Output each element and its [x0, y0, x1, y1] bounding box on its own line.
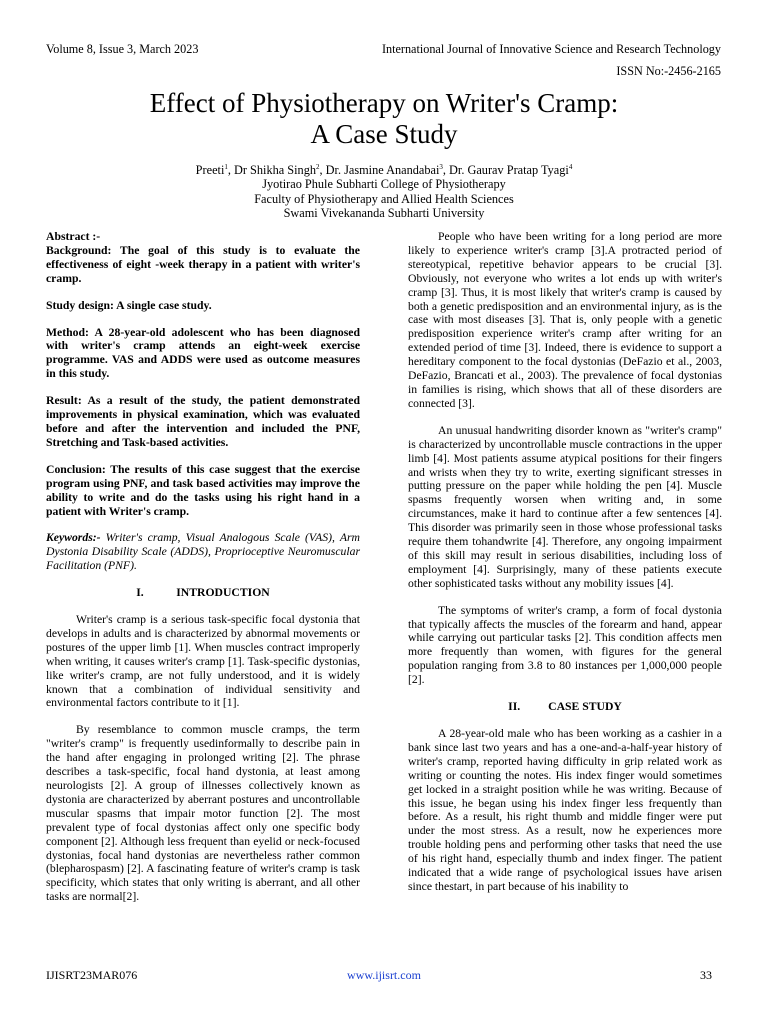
author-4-sup: 4 [568, 163, 573, 171]
intro-paragraph-1: Writer's cramp is a serious task-specific focal dystonia that develops in adults and is characterized by abnormal movements or postures of the upper limb [1]. When muscles contract improperly when writing, it causes writer's cramp [1]. Task-specific dystonias, like writer's cramp, are not fully understood, and it is widely known that a combination of individual sensitivity and environmental factors contribute to it [1]. [46, 613, 360, 710]
paper-title [0, 88, 768, 150]
affiliation-1: Jyotirao Phule Subharti College of Physiotherapy [262, 177, 506, 192]
author-4: , Dr. Gaurav Pratap Tyagi [442, 163, 569, 177]
affiliation-2: Faculty of Physiotherapy and Allied Health Sciences [254, 191, 514, 206]
volume-info: Volume 8, Issue 3, March 2023 [46, 42, 199, 56]
abstract-method: Method: A 28-year-old adolescent who has been diagnosed with writer's cramp attends an eight-week exercise programme. VAS and ADDS were used as outcome measures in this study. [46, 325, 360, 381]
author-3-sup: 3 [439, 163, 443, 171]
right-column [408, 230, 722, 907]
section-number: II. [508, 700, 521, 714]
keywords-label: Keywords:- [46, 531, 101, 545]
author-list [0, 163, 768, 177]
author-1: Preeti [195, 163, 225, 177]
abstract-result: Result: As a result of the study, the patient demonstrated improvements in physical examination, which was evaluated before and after the intervention and included the PNF, Stretching and Task-based activities. [46, 394, 360, 449]
title-line-2: A Case Study [310, 119, 458, 149]
abstract-background: Background: The goal of this study is to evaluate the effectiveness of eight -week therapy in a patient with writer's cramp. [46, 243, 360, 285]
section-introduction-heading [46, 586, 360, 600]
right-paragraph-1: People who have been writing for a long period are more likely to experience writer's cramp [3].A protracted period of stereotypical, repetitive behavior appears to be crucial [3]. Obviously, not everyone who writes a lot ends up with writer's cramp [3]. Thus, it is most likely that writer's cramp is caused by both a genetic predisposition and an environmental injury, as is the case with most diseases [3]. That is, only people with a genetic predisposition experience writer's cramp after writing for an extended period of time [3]. Indeed, there is evidence to support a hereditary component to the focal dystonias (DeFazio et al., 2003, DeFazio, Brancati et al., 2003). The prevalence of focal dystonias in families is rising, which shows that all of these disorders are connected [3]. [408, 230, 722, 410]
title-line-1: Effect of Physiotherapy on Writer's Cramp: [149, 88, 619, 118]
right-paragraph-3: The symptoms of writer's cramp, a form of focal dystonia that typically affects the muscles of the forearm and hand, appear while carrying out particular tasks [2]. This condition affects men more frequently than women, with figures for the general population ranging from 3.8 to 80 instances per 1,000,000 people [2]. [408, 603, 722, 687]
section-title: INTRODUCTION [176, 586, 270, 600]
footer-website-link[interactable]: www.ijisrt.com [347, 968, 421, 982]
keywords [46, 531, 360, 573]
footer-paper-id: IJISRT23MAR076 [46, 968, 138, 982]
authors-block [0, 163, 768, 221]
abstract-conclusion: Conclusion: The results of this case suggest that the exercise program using PNF, and task based activities may improve the ability to write and do the tasks using his right hand in a patient with Writer's cramp. [46, 462, 360, 518]
author-3: , Dr. Jasmine Anandabai [319, 163, 440, 177]
author-1-sup: 1 [224, 163, 228, 171]
case-paragraph-1: A 28-year-old male who has been working as a cashier in a bank since last two years and has a one-and-a-half-year history of writer's cramp, reported having difficulty in grip related work as writing or counting the notes. His index finger would sometimes get locked in a straight position while he was writing. Because of this issue, he began using his index finger less frequently than before. As a result, his right thumb and middle finger were put under the most stress. As a result, now he experiences more trouble holding pens and performing other tasks that need the use of his right hand, especially thumb and index finger. The patient indicated that a wide range of psychological issues have arisen since thestart, in part because of his inability to [408, 727, 722, 893]
left-column [46, 230, 360, 917]
author-2: , Dr Shikha Singh [227, 163, 316, 177]
section-case-study-heading [408, 700, 722, 714]
author-2-sup: 2 [316, 163, 320, 171]
footer-page-number: 33 [700, 968, 712, 982]
abstract-heading: Abstract :- [46, 230, 101, 243]
section-number: I. [136, 586, 144, 600]
keywords-text: Writer's cramp, Visual Analogous Scale (VAS), Arm Dystonia Disability Scale (ADDS), Proprioceptive Neuromuscular Facilitation (PNF). [46, 531, 360, 573]
intro-paragraph-2: By resemblance to common muscle cramps, the term "writer's cramp" is frequently usedinformally to describe pain in the hand after engaging in prolonged writing [2]. The phrase describes a task-specific, focal hand dystonia, at least among neurologists [2]. A group of illnesses collectively known as dystonia are characterized by aberrant postures and uncontrollable muscular spasms that impair motor function [2]. The most prevalent type of focal dystonias affect only one specific body component [2]. Although less frequent than eyelid or neck-focused dystonias, focal hand dystonias are nevertheless rather common (blepharospasm) [2]. A fascinating feature of writer's cramp is task specificity, which states that only writing is aberrant, and all other tasks are normal[2]. [46, 723, 360, 904]
issn: ISSN No:-2456-2165 [616, 64, 721, 78]
right-paragraph-2: An unusual handwriting disorder known as "writer's cramp" is characterized by uncontrollable muscle contractions in the upper limb [4]. Most patients assume atypical positions for their fingers and wrists when they try to write, exerting significant stresses in putting pressure on the paper while holding the pen [4]. Muscle spasms frequently worsen when writing and, in some circumstances, make it hard to continue after a few sentences [4]. This disorder was primarily seen in those whose professional tasks require them tohandwrite [4]. Therefore, any ongoing impairment of this skill may result in serious disabilities, including loss of employment [4]. Surprisingly, many of these patients execute other sophisticated tasks without any mobility issues [4]. [408, 423, 722, 590]
abstract-design: Study design: A single case study. [46, 298, 212, 312]
journal-name: International Journal of Innovative Science and Research Technology [381, 42, 721, 56]
section-title: CASE STUDY [548, 700, 622, 714]
affiliation-3: Swami Vivekananda Subharti University [283, 206, 485, 221]
